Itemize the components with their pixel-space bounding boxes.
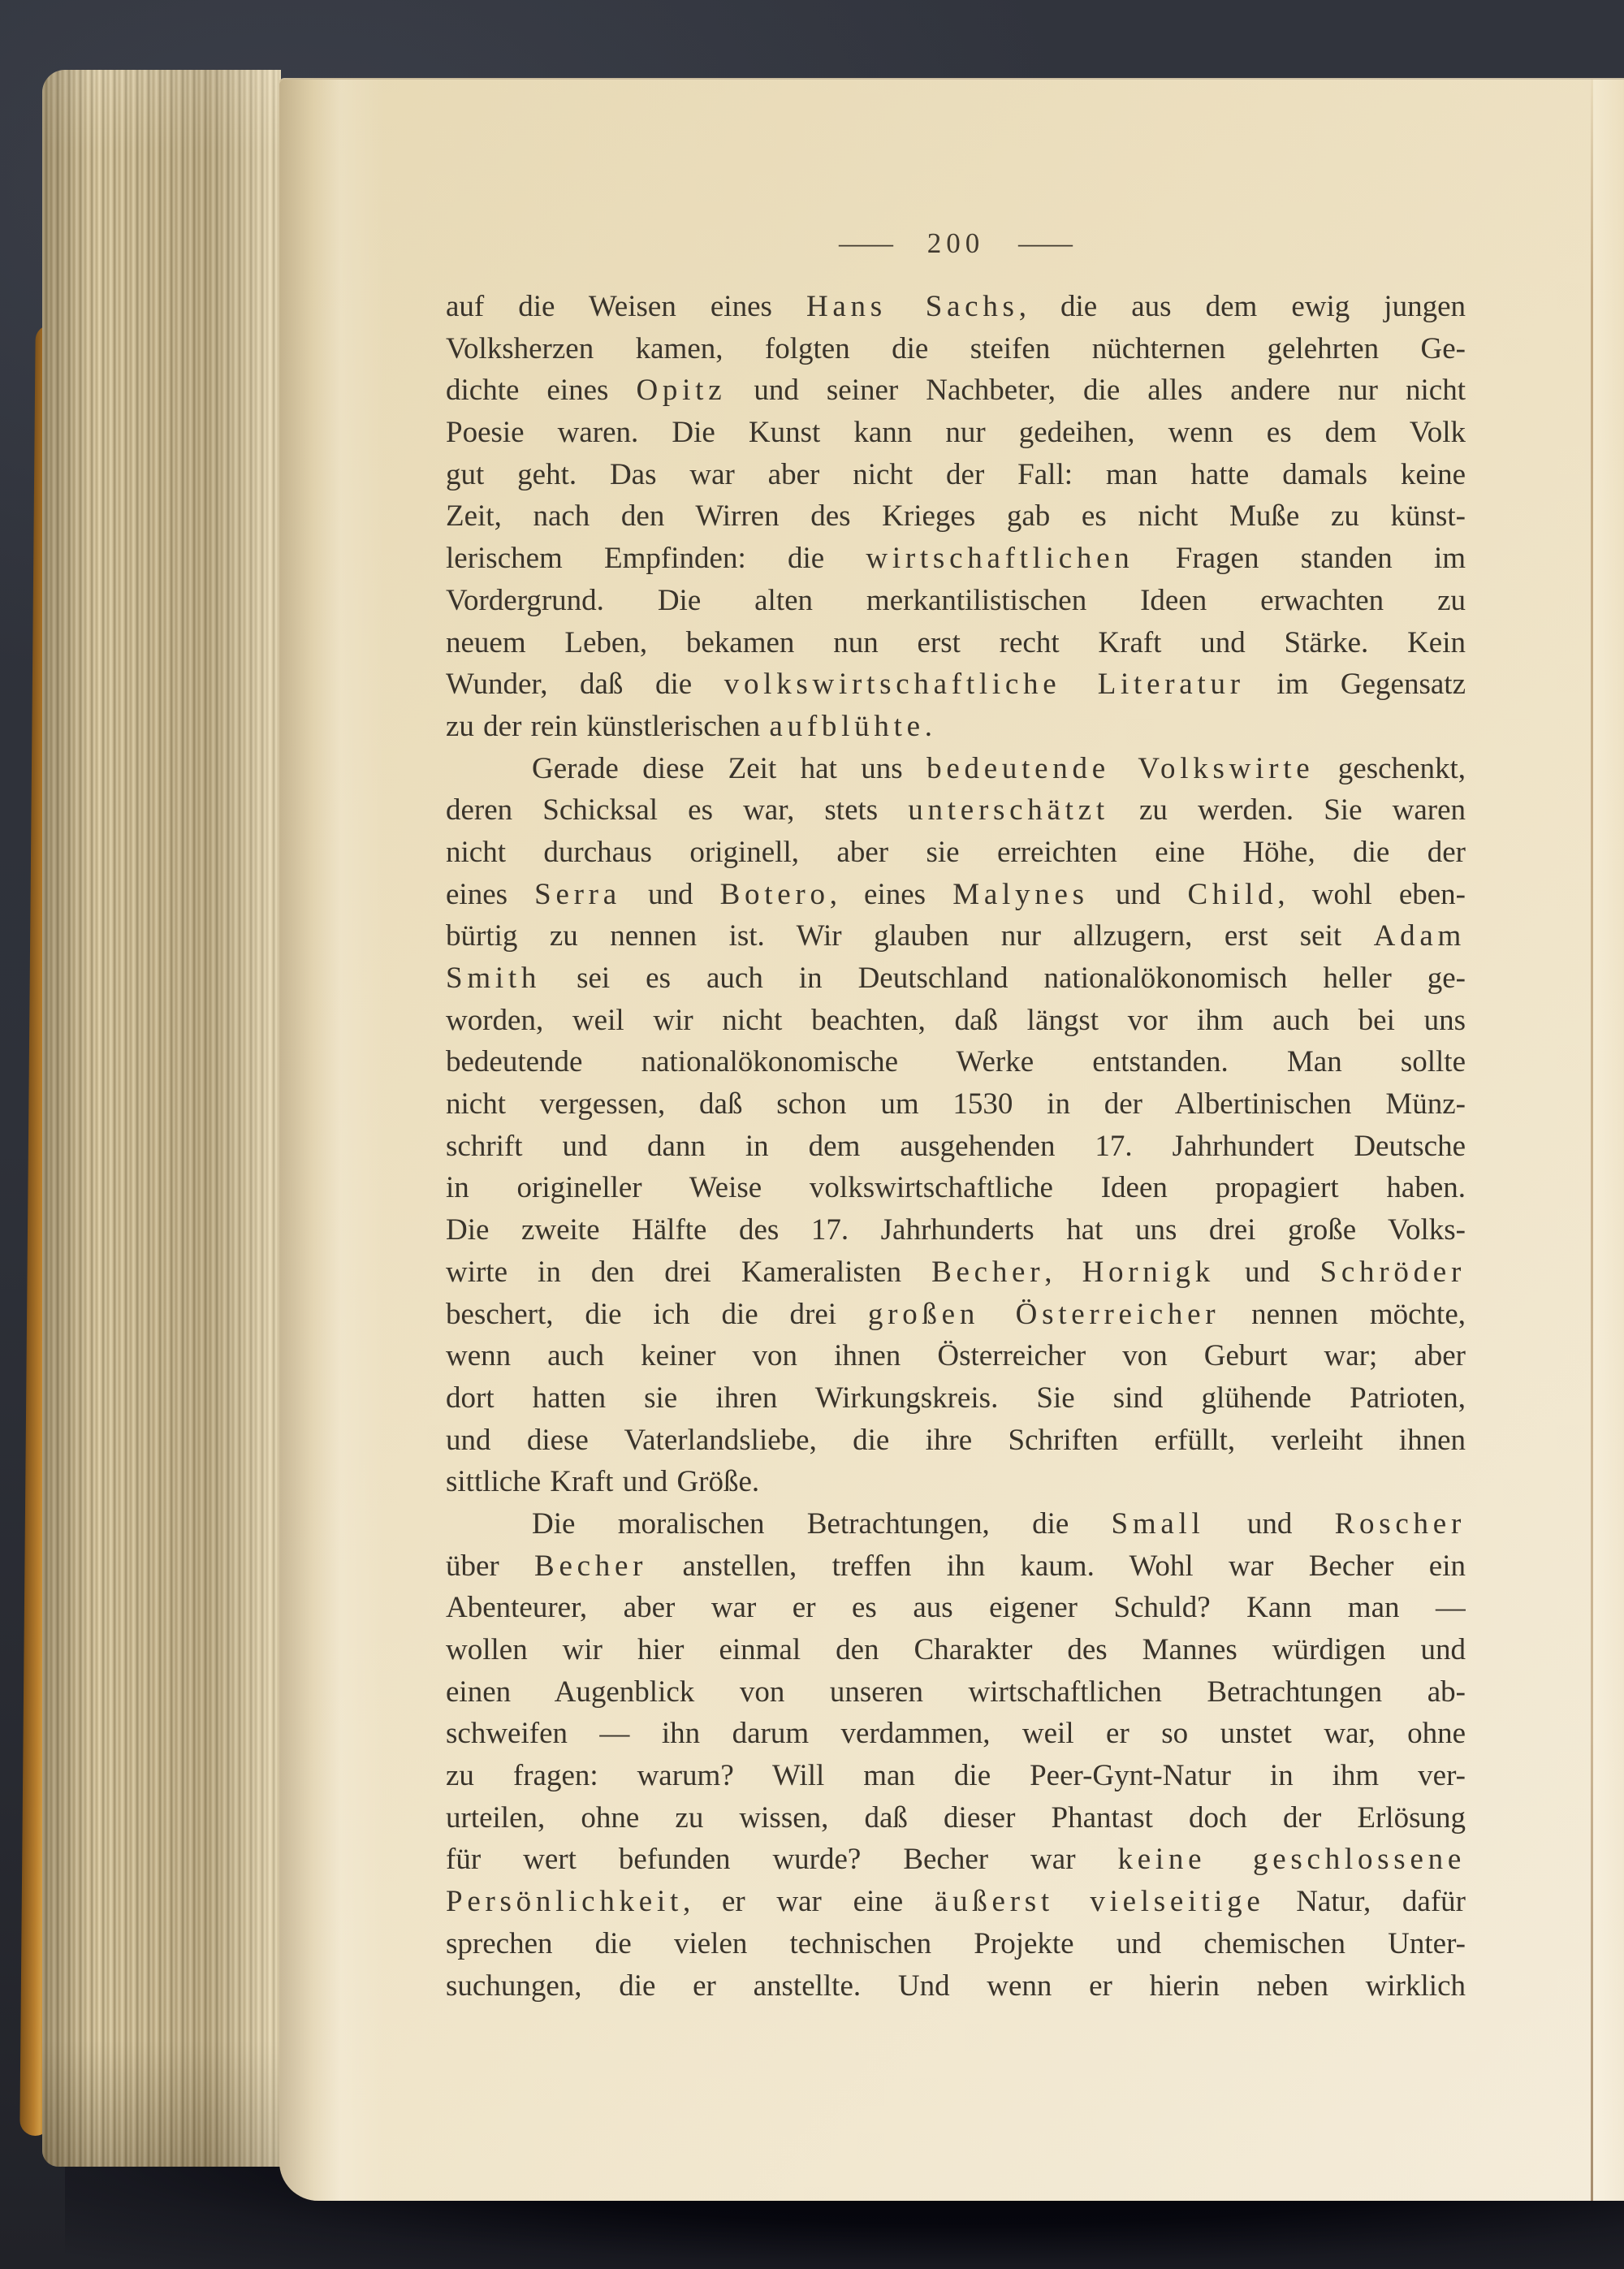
text-line: worden, weil wir nicht beachten, daß längst vor ihm auch bei uns: [446, 1003, 1466, 1037]
emphasized-text: bedeutende Volkswirte: [926, 751, 1315, 785]
emphasized-text: großen Österreicher: [867, 1297, 1220, 1331]
emphasized-text: Becher: [534, 1549, 648, 1583]
emphasized-text: Malynes: [952, 877, 1089, 911]
text-line: einen Augenblick von unseren wirtschaftlichen Betrachtungen ab-: [446, 1675, 1466, 1709]
page-number-value: 200: [926, 227, 985, 259]
text-line: Persönlichkeit, er war eine äußerst vielseitige Natur, dafür: [446, 1885, 1466, 1919]
text-line: sittliche Kraft und Größe.: [446, 1465, 760, 1499]
text-line: lerischem Empfinden: die wirtschaftlichen Fragen standen im: [446, 542, 1466, 576]
text-line: bedeutende nationalökonomische Werke entstanden. Man sollte: [446, 1045, 1466, 1079]
page-number-dash-left: —: [839, 227, 893, 259]
emphasized-text: Persönlichkeit: [446, 1885, 683, 1919]
emphasized-text: Smith: [446, 962, 542, 995]
text-line: für wert befunden wurde? Becher war keine geschlossene: [446, 1843, 1466, 1877]
text-line: eines Serra und Botero, eines Malynes und Child, wohl eben-: [446, 877, 1466, 911]
text-line: wenn auch keiner von ihnen Österreicher von Geburt war; aber: [446, 1339, 1466, 1373]
page-crease: [1591, 80, 1593, 2201]
text-line: wollen wir hier einmal den Charakter des Mannes würdigen und: [446, 1633, 1466, 1666]
text-line: schrift und dann in dem ausgehenden 17. Jahrhundert Deutsche: [446, 1129, 1466, 1163]
text-line: Abenteurer, aber war er es aus eigener Schuld? Kann man —: [446, 1591, 1466, 1625]
text-line: auf die Weisen eines Hans Sachs, die aus dem ewig jungen: [446, 290, 1466, 323]
text-line: gut geht. Das war aber nicht der Fall: man hatte damals keine: [446, 457, 1466, 491]
text-line: zu fragen: warum? Will man die Peer-Gynt-Natur in ihm ver-: [446, 1759, 1466, 1793]
text-line: über Becher anstellen, treffen ihn kaum. Wohl war Becher ein: [446, 1549, 1466, 1583]
text-line: Volksherzen kamen, folgten die steifen nüchternen gelehrten Ge-: [446, 331, 1466, 365]
emphasized-text: aufblühte: [769, 709, 925, 743]
page-body-text: [446, 286, 1466, 2007]
emphasized-text: Child: [1187, 877, 1278, 911]
text-line: sprechen die vielen technischen Projekte und chemischen Unter-: [446, 1926, 1466, 1960]
text-line: nicht durchaus originell, aber sie erreichten eine Höhe, die der: [446, 835, 1466, 869]
emphasized-text: Adam: [1373, 919, 1466, 953]
emphasized-text: wirtschaftlichen: [866, 542, 1134, 576]
text-line: Die zweite Hälfte des 17. Jahrhunderts hat uns drei große Volks-: [446, 1213, 1466, 1247]
text-line: wirte in den drei Kameralisten Becher, Hornigk und Schröder: [446, 1255, 1466, 1289]
emphasized-text: keine geschlossene: [1117, 1843, 1466, 1877]
page-curve-shading: [279, 80, 385, 2201]
text-line: urteilen, ohne zu wissen, daß dieser Phantast doch der Erlösung: [446, 1800, 1466, 1835]
emphasized-text: Hans Sachs: [806, 290, 1019, 323]
emphasized-text: volkswirtschaftliche Literatur: [723, 668, 1245, 702]
text-line: beschert, die ich die drei großen Österreicher nennen möchte,: [446, 1297, 1466, 1331]
text-line: Smith sei es auch in Deutschland nationalökonomisch heller ge-: [446, 962, 1466, 995]
page-number-dash-right: —: [1018, 227, 1073, 259]
emphasized-text: Botero: [719, 877, 830, 911]
emphasized-text: Hornigk: [1082, 1255, 1216, 1289]
page-number: [446, 227, 1466, 260]
emphasized-text: Serra: [534, 877, 621, 911]
page-edges-stack: [42, 70, 281, 2167]
text-line: Vordergrund. Die alten merkantilistischen Ideen erwachten zu: [446, 583, 1466, 617]
text-line: Zeit, nach den Wirren des Krieges gab es nicht Muße zu künst-: [446, 499, 1466, 534]
text-line: neuem Leben, bekamen nun erst recht Kraft und Stärke. Kein: [446, 625, 1466, 659]
text-line: nicht vergessen, daß schon um 1530 in der Albertinischen Münz-: [446, 1087, 1466, 1122]
emphasized-text: äußerst vielseitige: [934, 1885, 1265, 1919]
text-line: und diese Vaterlandsliebe, die ihre Schriften erfüllt, verleiht ihnen: [446, 1423, 1466, 1457]
text-line: dichte eines Opitz und seiner Nachbeter, die alles andere nur nicht: [446, 374, 1466, 408]
emphasized-text: Opitz: [636, 374, 727, 408]
text-line: dort hatten sie ihren Wirkungskreis. Sie sind glühende Patrioten,: [446, 1381, 1466, 1415]
text-line: suchungen, die er anstellte. Und wenn er hierin neben wirklich: [446, 1969, 1466, 2003]
text-line: Gerade diese Zeit hat uns bedeutende Volkswirte geschenkt,: [532, 751, 1466, 785]
text-line: in origineller Weise volkswirtschaftliche Ideen propagiert haben.: [446, 1171, 1466, 1205]
page-gutter: [1593, 80, 1624, 2201]
emphasized-text: Small: [1111, 1506, 1205, 1541]
emphasized-text: Becher: [931, 1255, 1045, 1289]
text-line: Die moralischen Betrachtungen, die Small und Roscher: [532, 1506, 1466, 1541]
text-line: bürtig zu nennen ist. Wir glauben nur allzugern, erst seit Adam: [446, 919, 1466, 953]
emphasized-text: Roscher: [1334, 1506, 1466, 1541]
text-line: schweifen — ihn darum verdammen, weil er so unstet war, ohne: [446, 1717, 1466, 1751]
emphasized-text: Schröder: [1320, 1255, 1466, 1289]
text-line: zu der rein künstlerischen aufblühte.: [446, 709, 933, 743]
text-line: deren Schicksal es war, stets unterschätzt zu werden. Sie waren: [446, 793, 1466, 828]
emphasized-text: unterschätzt: [908, 793, 1109, 828]
text-line: Wunder, daß die volkswirtschaftliche Literatur im Gegensatz: [446, 668, 1466, 702]
text-line: Poesie waren. Die Kunst kann nur gedeihen, wenn es dem Volk: [446, 416, 1466, 450]
book-page: [279, 78, 1624, 2201]
